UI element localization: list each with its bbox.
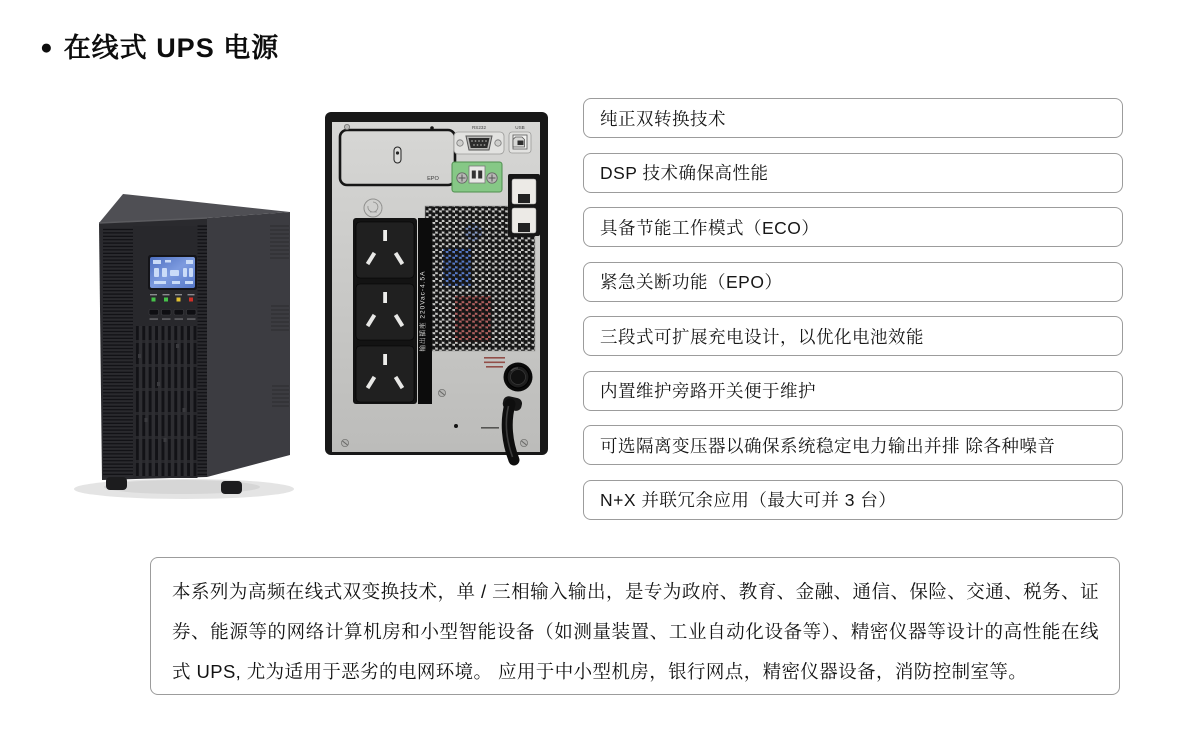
feature-list [583, 98, 1123, 520]
output-socket-block [353, 218, 432, 404]
description-text: 本系列为高频在线式双变换技术，单 / 三相输入输出，是专为政府、教育、金融、通信、保险、交通、税务、证券、能源等的网络计算机房和小型智能设备（如测量装置、工业自动化设备等）、精密仪器等设计的高性能在线式 UPS, 尤为适用于恶劣的电网环境。 应用于中小型机房，银行网点，精密仪器设备，消防控制室等。 [172, 581, 1099, 682]
feature-item: 紧急关断功能（EPO） [583, 262, 1123, 302]
feature-item: 三段式可扩展充电设计，以优化电池效能 [583, 316, 1123, 356]
outlet-banner-label: 输出插座 220Vac-4.5A [419, 270, 427, 352]
page-title [40, 26, 279, 65]
outlet-socket [356, 346, 414, 402]
lcd-display [148, 255, 197, 290]
rs232-label: RS232 [471, 125, 487, 130]
front-lower-grille [136, 326, 197, 476]
usb-label: USB [515, 125, 525, 130]
feature-item: 具备节能工作模式（ECO） [583, 207, 1123, 247]
epo-label: EPO [427, 176, 439, 182]
bullet-icon: ● [40, 35, 53, 59]
description-box [150, 557, 1120, 695]
feature-item: N+X 并联冗余应用（最大可并 3 台） [583, 480, 1123, 520]
ups-front-photo [62, 186, 307, 506]
feature-item: DSP 技术确保高性能 [583, 153, 1123, 193]
rj45-jacks [508, 174, 540, 236]
feature-item: 内置维护旁路开关便于维护 [583, 371, 1123, 411]
ups-rear-photo [323, 106, 553, 466]
outlet-socket [356, 222, 414, 278]
feature-item: 纯正双转换技术 [583, 98, 1123, 138]
feature-item: 可选隔离变压器以确保系统稳定电力输出并排 除各种噪音 [583, 425, 1123, 465]
outlet-socket [356, 284, 414, 340]
page-title-text: 在线式 UPS 电源 [63, 33, 280, 63]
